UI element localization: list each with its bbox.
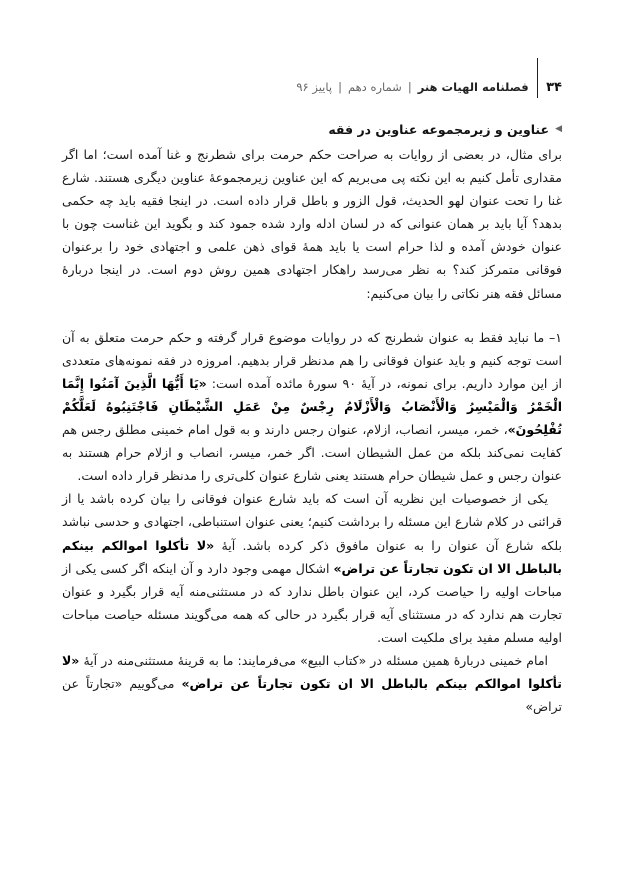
paragraph-text: اشکال مهمی وجود دارد و آن اینکه اگر کسی یکی از مباحات اولیه را حیاصت کرد، این عنوان باطل ندارد که در مستثنی‌منه آیه قرار بگیرد و عنوان تجارت هم ندارد که در مستثنای آیه قرار بگیرد در حالی که همه می‌گویند مسئله حیاصت مباحات اولیه مسلم مفید برای ملکیت است. <box>62 560 562 645</box>
quran-quote-nisa-2: «لا تأکلوا اموالکم بینکم بالباطل الا ان تکون تجارتاً عن تراض» <box>62 652 562 692</box>
header-separator: | <box>407 80 412 94</box>
header-vertical-rule <box>537 58 539 98</box>
paragraph-text: می‌گوییم «تجارتاً عن تراض» <box>62 676 562 715</box>
paragraph-text: ۱– ما نباید فقط به عنوان شطرنج که در روایات موضوع قرار گرفته و حکم حرمت متعلق به آن است توجه کنیم و باید عنوان فوقانی را هم مدنظر قرار بدهیم. امروزه در فقه نمونه‌های متعددی از این موارد داریم. برای نمونه، در آیهٔ ۹۰ سورهٔ مائده آمده است: <box>62 329 562 391</box>
triangle-bullet-icon: ◀ <box>555 123 562 134</box>
journal-name: فصلنامه الهیات هنر <box>417 80 529 94</box>
paragraph-point-1 <box>62 326 562 488</box>
section-heading-text: عناوین و زیرمجموعه عناوین در فقه <box>328 121 550 137</box>
issue-number: شماره دهم <box>347 80 402 94</box>
paragraph-khomeini <box>62 649 562 718</box>
paragraph-intro: برای مثال، در بعضی از روایات به صراحت حکم حرمت برای شطرنج و غنا آمده است؛ اما اگر مقداری تأمل کنیم به این نکته پی می‌بریم که این عناوین زیرمجموعهٔ عناوین دیگری هستند. شارع غنا را تحت عنوان لهو الحدیث، قول الزور و باطل قرار داده است. در اینجا فقیه باید چه حکمی بدهد؟ آیا باید بر همان عنوانی که در لسان ادله وارد شده جمود کند و بگوید این غناست چون با عنوان خودش آمده و لذا حرام است یا باید همهٔ قوای ذهن علمی و اجتهادی خود را برعنوان فوقانی متمرکز کند؟ به نظر می‌رسد راهکار اجتهادی همین روش دوم است. در اینجا دربارهٔ مسائل فقه هنر نکاتی را بیان می‌کنیم: <box>62 147 562 301</box>
paragraph-text: امام خمینی دربارهٔ همین مسئله در «کتاب البیع» می‌فرمایند: ما به قرینهٔ مستثنی‌منه در آیهٔ <box>79 652 548 668</box>
issue-season: پاییز ۹۶ <box>296 80 333 94</box>
header-separator: | <box>338 80 342 94</box>
section-heading <box>62 118 562 141</box>
page-number: ۳۴ <box>546 79 562 95</box>
paragraph-text: یکی از خصوصیات این نظریه آن است که باید شارع عنوان فوقانی را بیان کرده باشد یا از قرائنی در کلام شارع این مسئله را برداشت کنیم؛ یعنی عنوان استنباطی، اجتهادی و حدسی نباشد بلکه شارع آن عنوان را به عنوان مافوق ذکر کرده باشد. آیهٔ <box>62 491 563 553</box>
quran-quote-nisa: «لا تأکلوا اموالکم بینکم بالباطل الا ان تکون تجارتاً عن تراض» <box>62 537 562 576</box>
running-header <box>296 76 562 98</box>
paragraph-text: ، خمر، میسر، انصاب، ازلام، عنوان رجس دارند و به قول امام خمینی مطلق رجس هم کفایت نمی‌کند بلکه من عمل الشیطان است. اگر خمر، میسر، انصاب و ازلام حرام هستند به عنوان رجس و عمل شیطان حرام هستند یعنی شارع عنوان کلی‌تری را مدنظر قرار داده است. <box>62 422 562 484</box>
quran-quote-maedah: «یَا أَیُّهَا الَّذِینَ آمَنُوا إِنَّمَا الْخَمْرُ وَالْمَیْسِرُ وَالْأَنْصَابُ وَالْأَزْلَامُ رِجْسٌ مِنْ عَمَلِ الشَّیْطَانِ فَاجْتَنِبُوهُ لَعَلَّکُمْ تُفْلِحُونَ» <box>62 375 562 438</box>
paragraph-features <box>62 487 562 649</box>
body-content <box>62 118 562 718</box>
